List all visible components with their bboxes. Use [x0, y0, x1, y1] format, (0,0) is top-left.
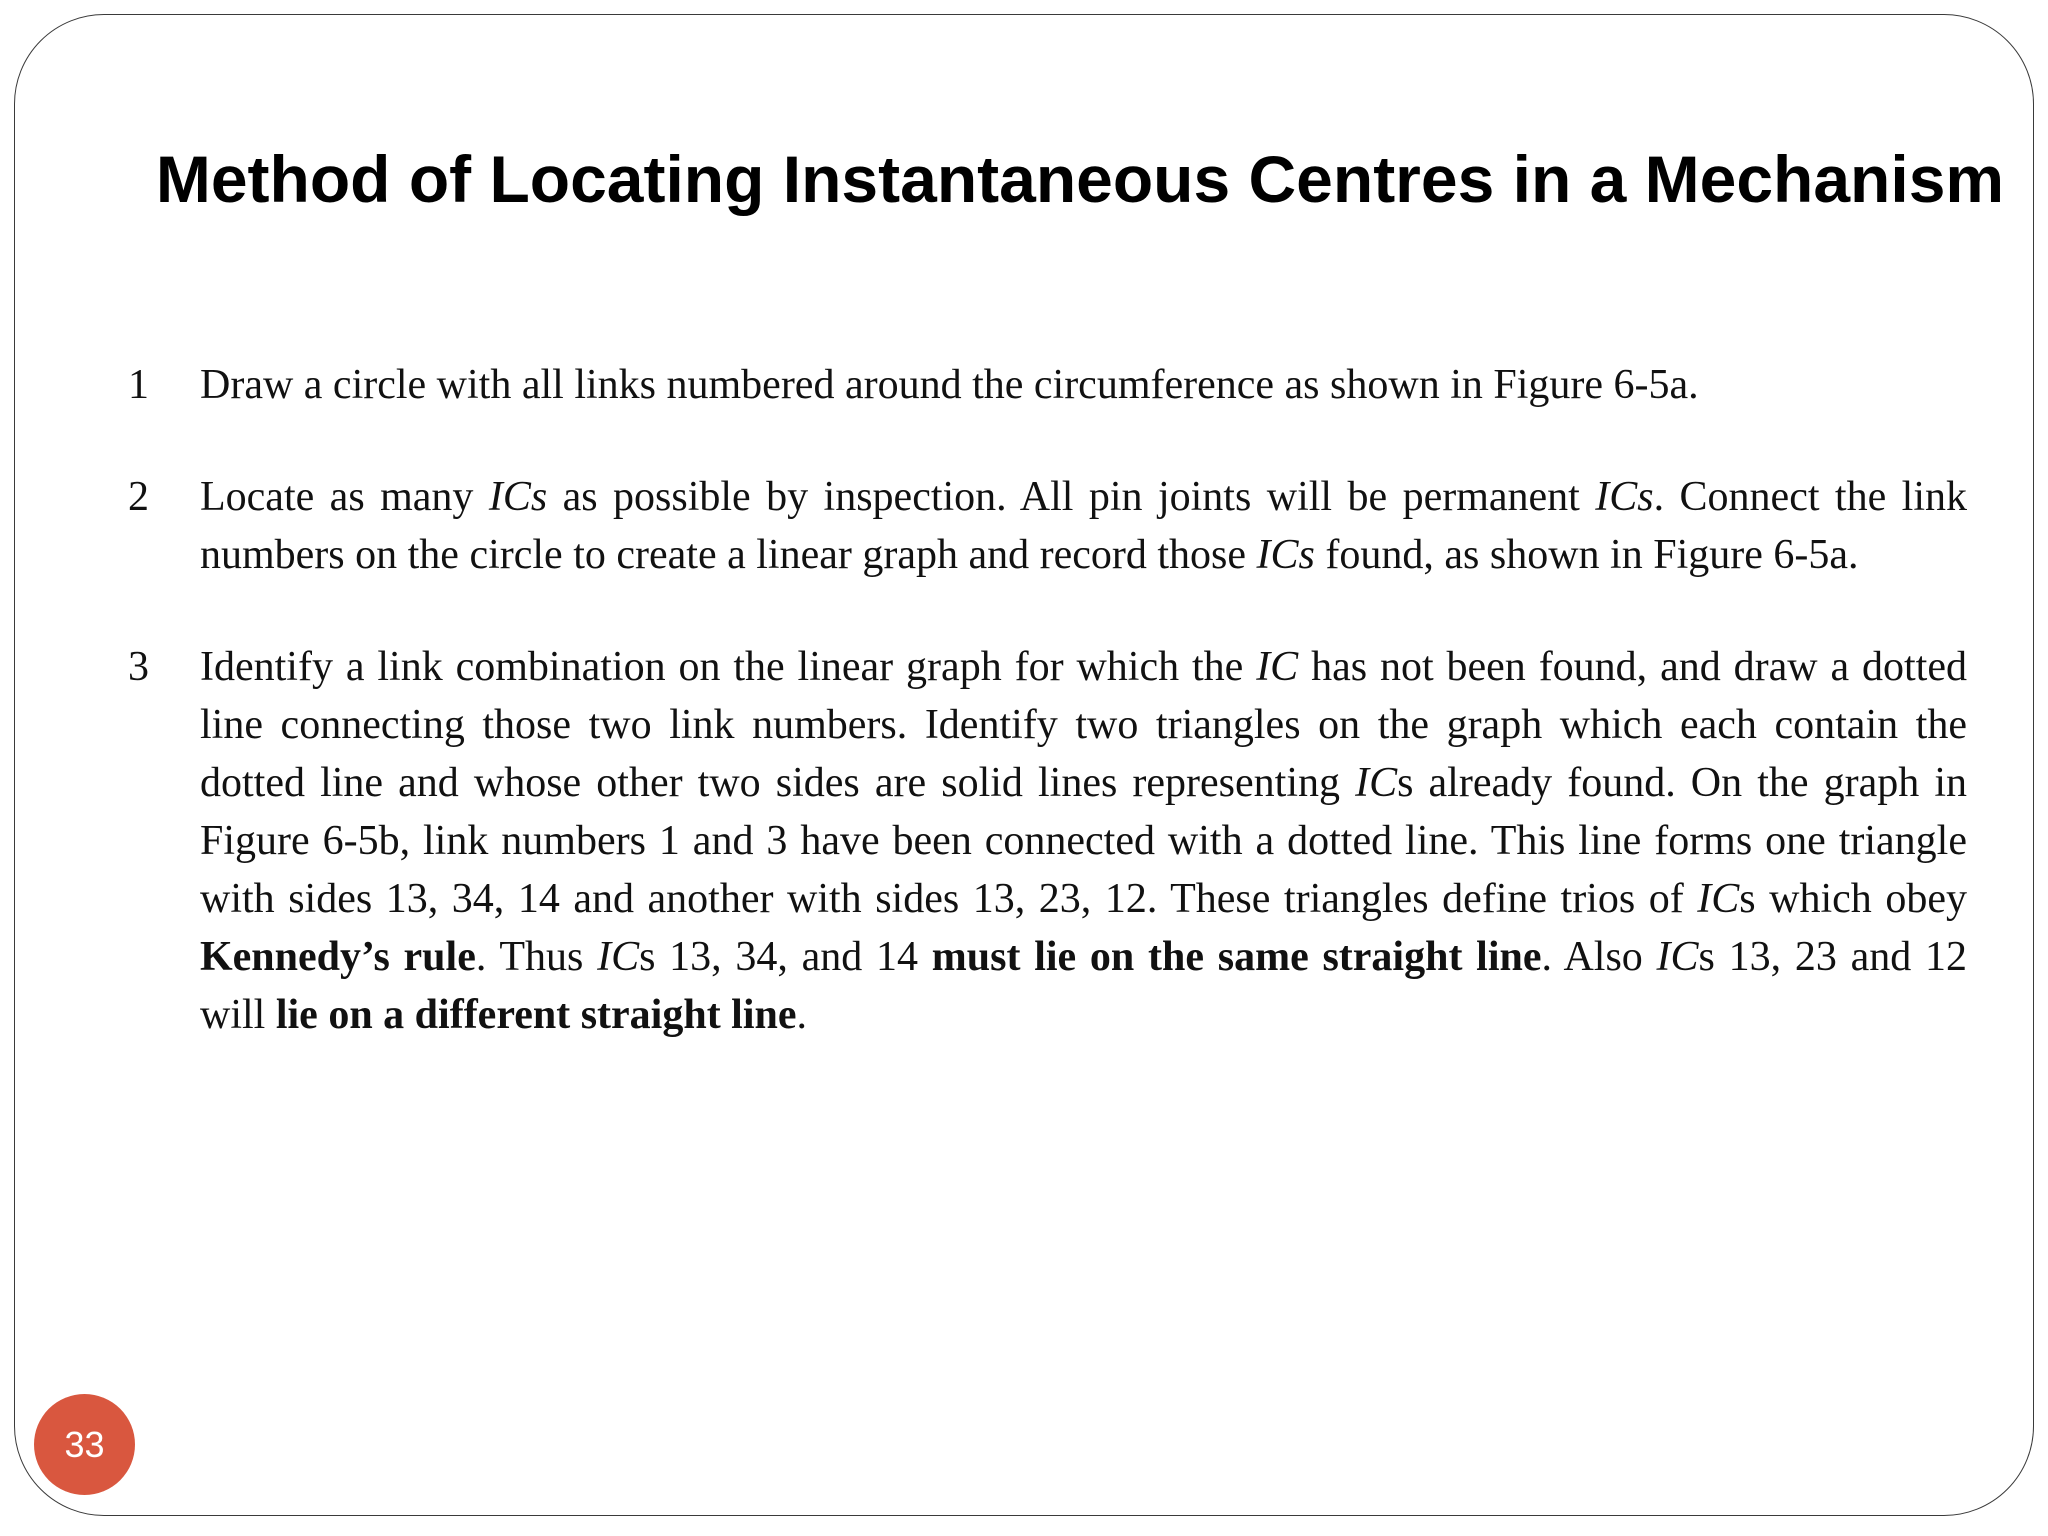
step-text-segment: must lie on the same straight line	[931, 934, 1542, 980]
step-item	[122, 638, 1967, 1044]
step-text-segment: IC	[1256, 644, 1299, 690]
step-text-segment: . Thus	[475, 934, 598, 980]
step-item	[122, 468, 1967, 584]
step-text-segment: as possible by inspection. All pin joints will be permanent	[547, 474, 1596, 520]
step-text-segment: Draw a circle with all links numbered around the circumference as shown in Figure 6-5a.	[200, 362, 1699, 408]
step-text-segment: .	[796, 992, 808, 1038]
step-text-segment: Kennedy’s rule	[200, 934, 476, 980]
step-number: 3	[128, 644, 149, 690]
step-number: 1	[128, 362, 149, 408]
step-text-segment: ICs	[1595, 474, 1654, 520]
step-text-segment: . Connect the link numbers on the circle to create a linear graph and record those	[200, 474, 1967, 578]
step-text-segment: has not been found, and draw a dotted line connecting those two link numbers. Identify two triangles on the graph which each contain the dotted line and whose other two sides are solid lines representing	[200, 644, 1967, 806]
step-text-segment: s 13, 23 and 12 will	[200, 934, 1967, 1038]
slide-title: Method of Locating Instantaneous Centres in a Mechanism	[155, 142, 2005, 216]
step-text-segment: Identify a link combination on the linear graph for which the	[200, 644, 1257, 690]
step-text-segment: IC	[1355, 760, 1398, 806]
step-text-segment: ICs	[1256, 532, 1315, 578]
step-text-segment: IC	[597, 934, 640, 980]
step-text-segment: found, as shown in Figure 6-5a.	[1314, 532, 1859, 578]
step-text-segment: . Also	[1541, 934, 1657, 980]
step-text	[200, 474, 1967, 578]
step-item	[122, 356, 1967, 414]
step-text-segment: s which obey	[1739, 876, 1967, 922]
page-number-badge: 33	[34, 1394, 135, 1495]
steps-list	[122, 356, 1967, 1044]
step-text	[200, 362, 1699, 408]
step-text-segment: s 13, 34, and 14	[639, 934, 932, 980]
step-text-segment: IC	[1697, 876, 1740, 922]
step-text-segment: ICs	[488, 474, 548, 520]
step-text-segment: lie on a different straight line	[275, 992, 797, 1038]
step-text-segment: Locate as many	[200, 474, 489, 520]
step-text-segment: IC	[1656, 934, 1699, 980]
step-text-segment: s already found. On the graph in Figure 6-5b, link numbers 1 and 3 have been connected with a dotted line. This line forms one triangle with sides 13, 34, 14 and another with sides 13, 23, 12. These triangles define trios of	[200, 760, 1967, 922]
step-text	[200, 644, 1967, 1038]
step-number: 2	[128, 474, 149, 520]
